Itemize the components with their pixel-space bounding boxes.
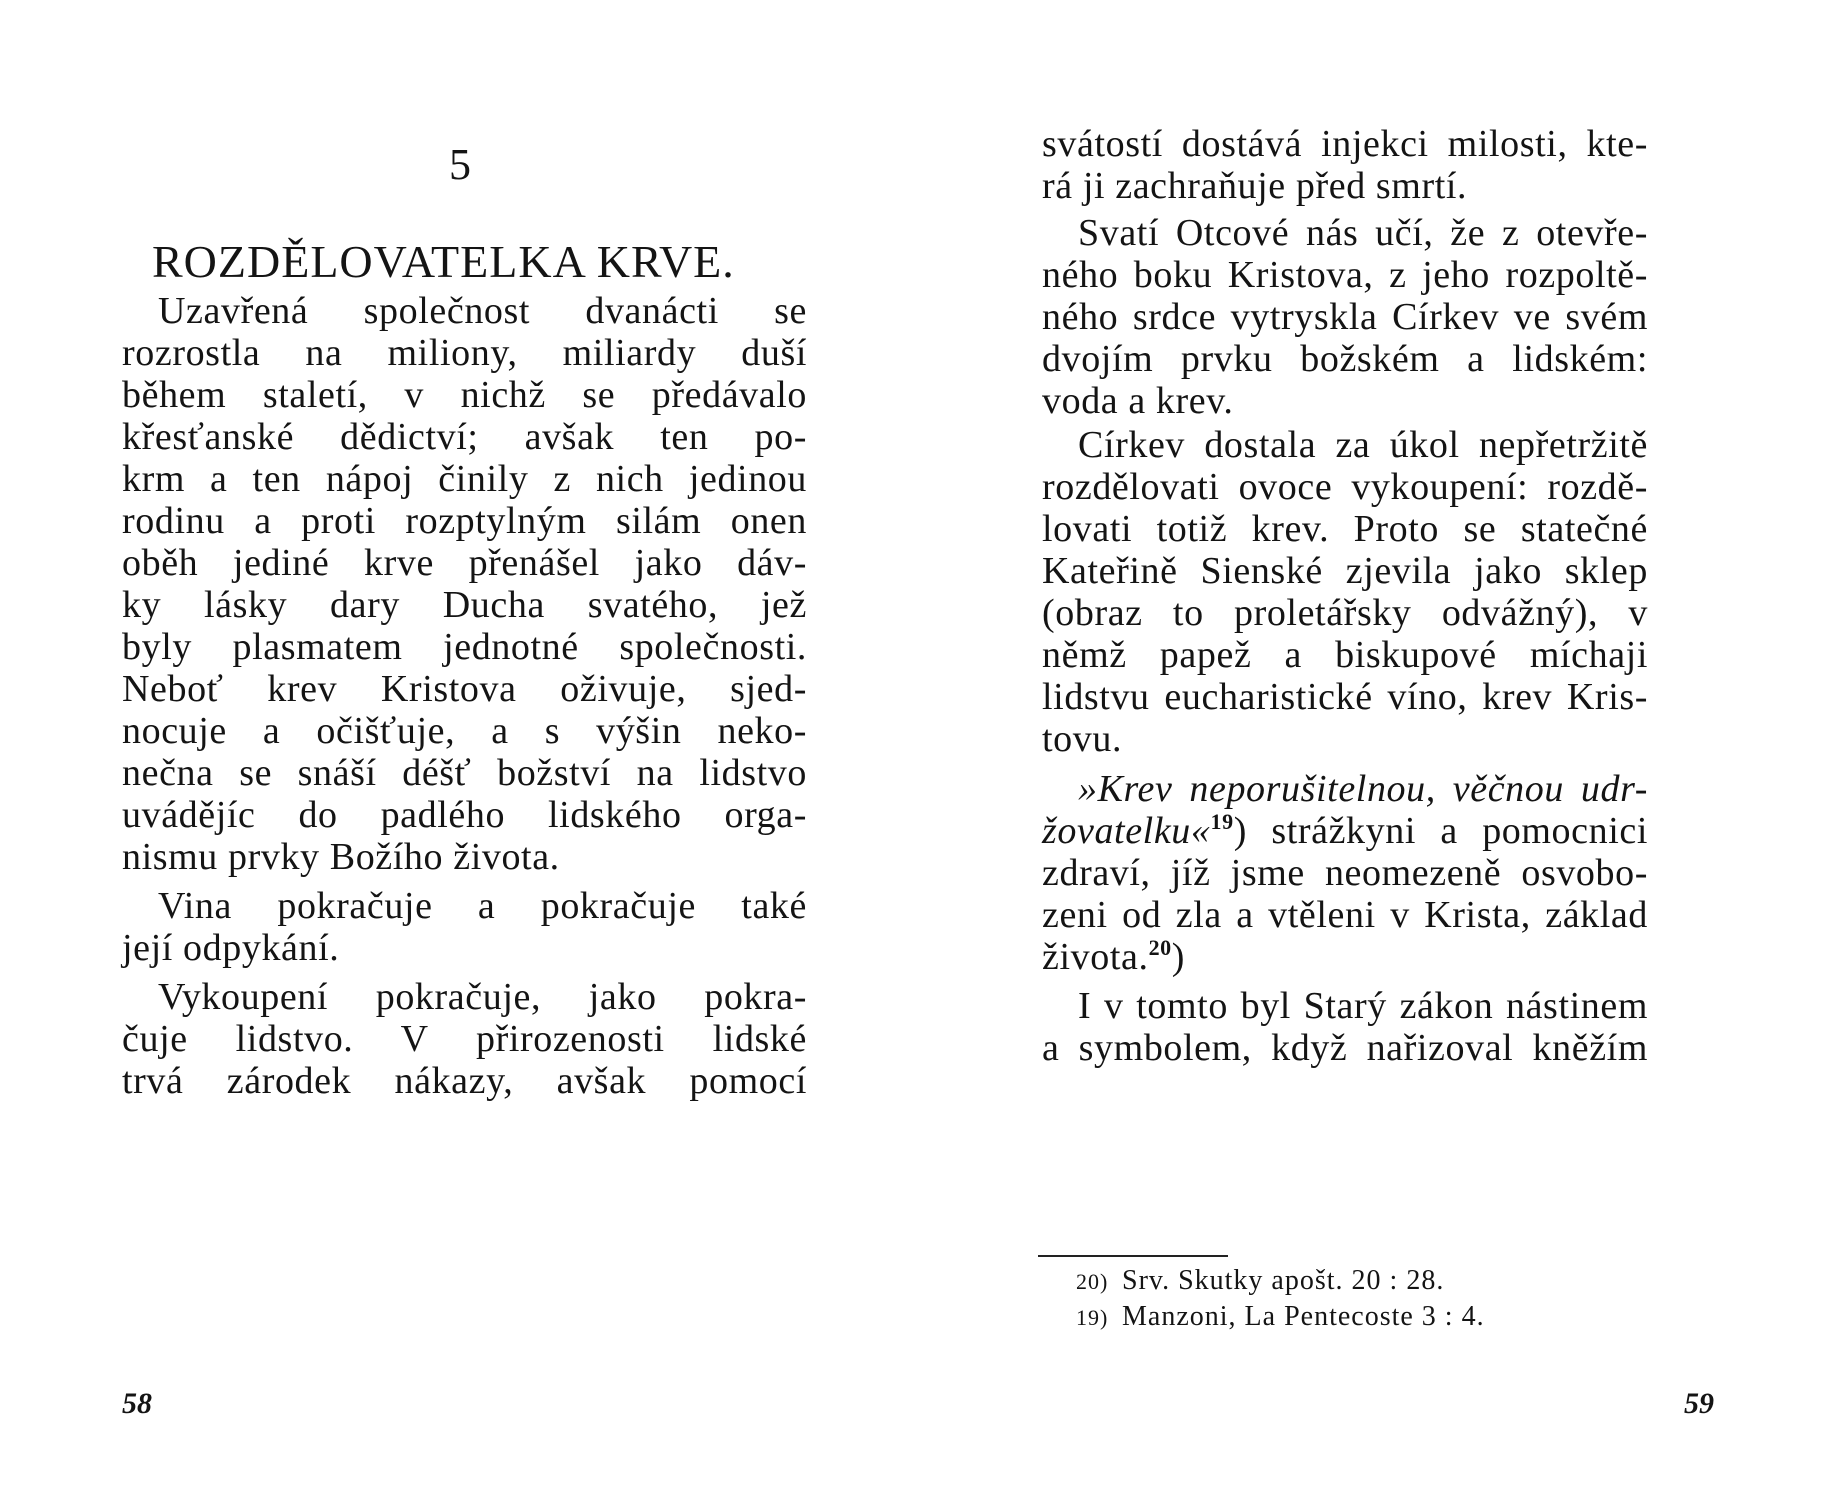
right-page bbox=[914, 0, 1828, 1501]
text-line: dvojím prvku božském a lidském: bbox=[1042, 338, 1648, 380]
footnote bbox=[1076, 1263, 1596, 1300]
text-line: a symbolem, když nařizoval kněžím bbox=[1042, 1027, 1648, 1069]
text-line: trvá zárodek nákazy, avšak pomocí bbox=[122, 1060, 807, 1102]
text-fragment: života. bbox=[1042, 936, 1149, 978]
text-line: němž papež a biskupové míchaji bbox=[1042, 634, 1648, 676]
text-line: byly plasmatem jednotné společnosti. bbox=[122, 626, 807, 668]
text-line: křesťanské dědictví; avšak ten po- bbox=[122, 416, 807, 458]
text-line: zeni od zla a vtěleni v Krista, základ bbox=[1042, 894, 1648, 936]
text-line bbox=[1042, 933, 1648, 981]
footnote-reference: 20 bbox=[1148, 935, 1172, 960]
footnote bbox=[1076, 1299, 1596, 1336]
footnote-mark: 20) bbox=[1076, 1269, 1109, 1294]
quote-line bbox=[1042, 807, 1648, 855]
chapter-title: ROZDĚLOVATELKA KRVE. bbox=[152, 236, 735, 287]
page-number: 59 bbox=[1684, 1387, 1714, 1420]
text-line: Církev dostala za úkol nepřetržitě bbox=[1078, 424, 1648, 466]
chapter-number: 5 bbox=[449, 140, 471, 189]
text-line: svátostí dostává injekci milosti, kte- bbox=[1042, 123, 1648, 165]
quote-text: žovatelku« bbox=[1042, 810, 1211, 852]
text-line: krm a ten nápoj činily z nich jedinou bbox=[122, 458, 807, 500]
text-line: lovati totiž krev. Proto se statečné bbox=[1042, 508, 1648, 550]
page-number: 58 bbox=[122, 1387, 152, 1420]
footnote-text: Srv. Skutky apošt. 20 : 28. bbox=[1122, 1265, 1445, 1296]
text-line: rá ji zachraňuje před smrtí. bbox=[1042, 165, 1468, 207]
text-line: během staletí, v nichž se předávalo bbox=[122, 374, 807, 416]
text-line: čuje lidstvo. V přirozenosti lidské bbox=[122, 1018, 807, 1060]
footnote-reference: 19 bbox=[1210, 809, 1234, 834]
text-line: Vykoupení pokračuje, jako pokra- bbox=[158, 976, 807, 1018]
text-line: uvádějíc do padlého lidského orga- bbox=[122, 794, 807, 836]
quote-line: »Krev neporušitelnou, věčnou udr- bbox=[1078, 768, 1648, 810]
text-line: ného boku Kristova, z jeho rozpoltě- bbox=[1042, 254, 1648, 296]
text-line: tovu. bbox=[1042, 718, 1123, 760]
footnote-mark: 19) bbox=[1076, 1305, 1109, 1330]
text-line: její odpykání. bbox=[122, 927, 340, 969]
text-line: voda a krev. bbox=[1042, 380, 1234, 422]
text-line: Neboť krev Kristova oživuje, sjed- bbox=[122, 668, 807, 710]
text-line: nismu prvky Božího života. bbox=[122, 836, 560, 878]
text-line: rozrostla na miliony, miliardy duší bbox=[122, 332, 807, 374]
footnote-divider bbox=[1038, 1255, 1228, 1257]
text-line: rodinu a proti rozptylným silám onen bbox=[122, 500, 807, 542]
text-line: rozdělovati ovoce vykoupení: rozdě- bbox=[1042, 466, 1648, 508]
text-line: nocuje a očišťuje, a s výšin neko- bbox=[122, 710, 807, 752]
text-line: Kateřině Sienské zjevila jako sklep bbox=[1042, 550, 1648, 592]
text-line: nečna se snáší déšť božství na lidstvo bbox=[122, 752, 807, 794]
text-line: Uzavřená společnost dvanácti se bbox=[158, 290, 807, 332]
text-line: I v tomto byl Starý zákon nástinem bbox=[1078, 985, 1648, 1027]
text-line: ky lásky dary Ducha svatého, jež bbox=[122, 584, 807, 626]
text-line: zdraví, jíž jsme neomezeně osvobo- bbox=[1042, 852, 1648, 894]
quote-continuation: ) strážkyni a pomocnici bbox=[1233, 810, 1648, 852]
text-fragment: ) bbox=[1171, 936, 1186, 978]
text-line: Svatí Otcové nás učí, že z otevře- bbox=[1078, 212, 1648, 254]
text-line: ného srdce vytryskla Církev ve svém bbox=[1042, 296, 1648, 338]
text-line: oběh jediné krve přenášel jako dáv- bbox=[122, 542, 807, 584]
text-line: lidstvu eucharistické víno, krev Kris- bbox=[1042, 676, 1648, 718]
footnote-text: Manzoni, La Pentecoste 3 : 4. bbox=[1122, 1301, 1485, 1332]
text-line: (obraz to proletářsky odvážný), v bbox=[1042, 592, 1648, 634]
text-line: Vina pokračuje a pokračuje také bbox=[158, 885, 807, 927]
